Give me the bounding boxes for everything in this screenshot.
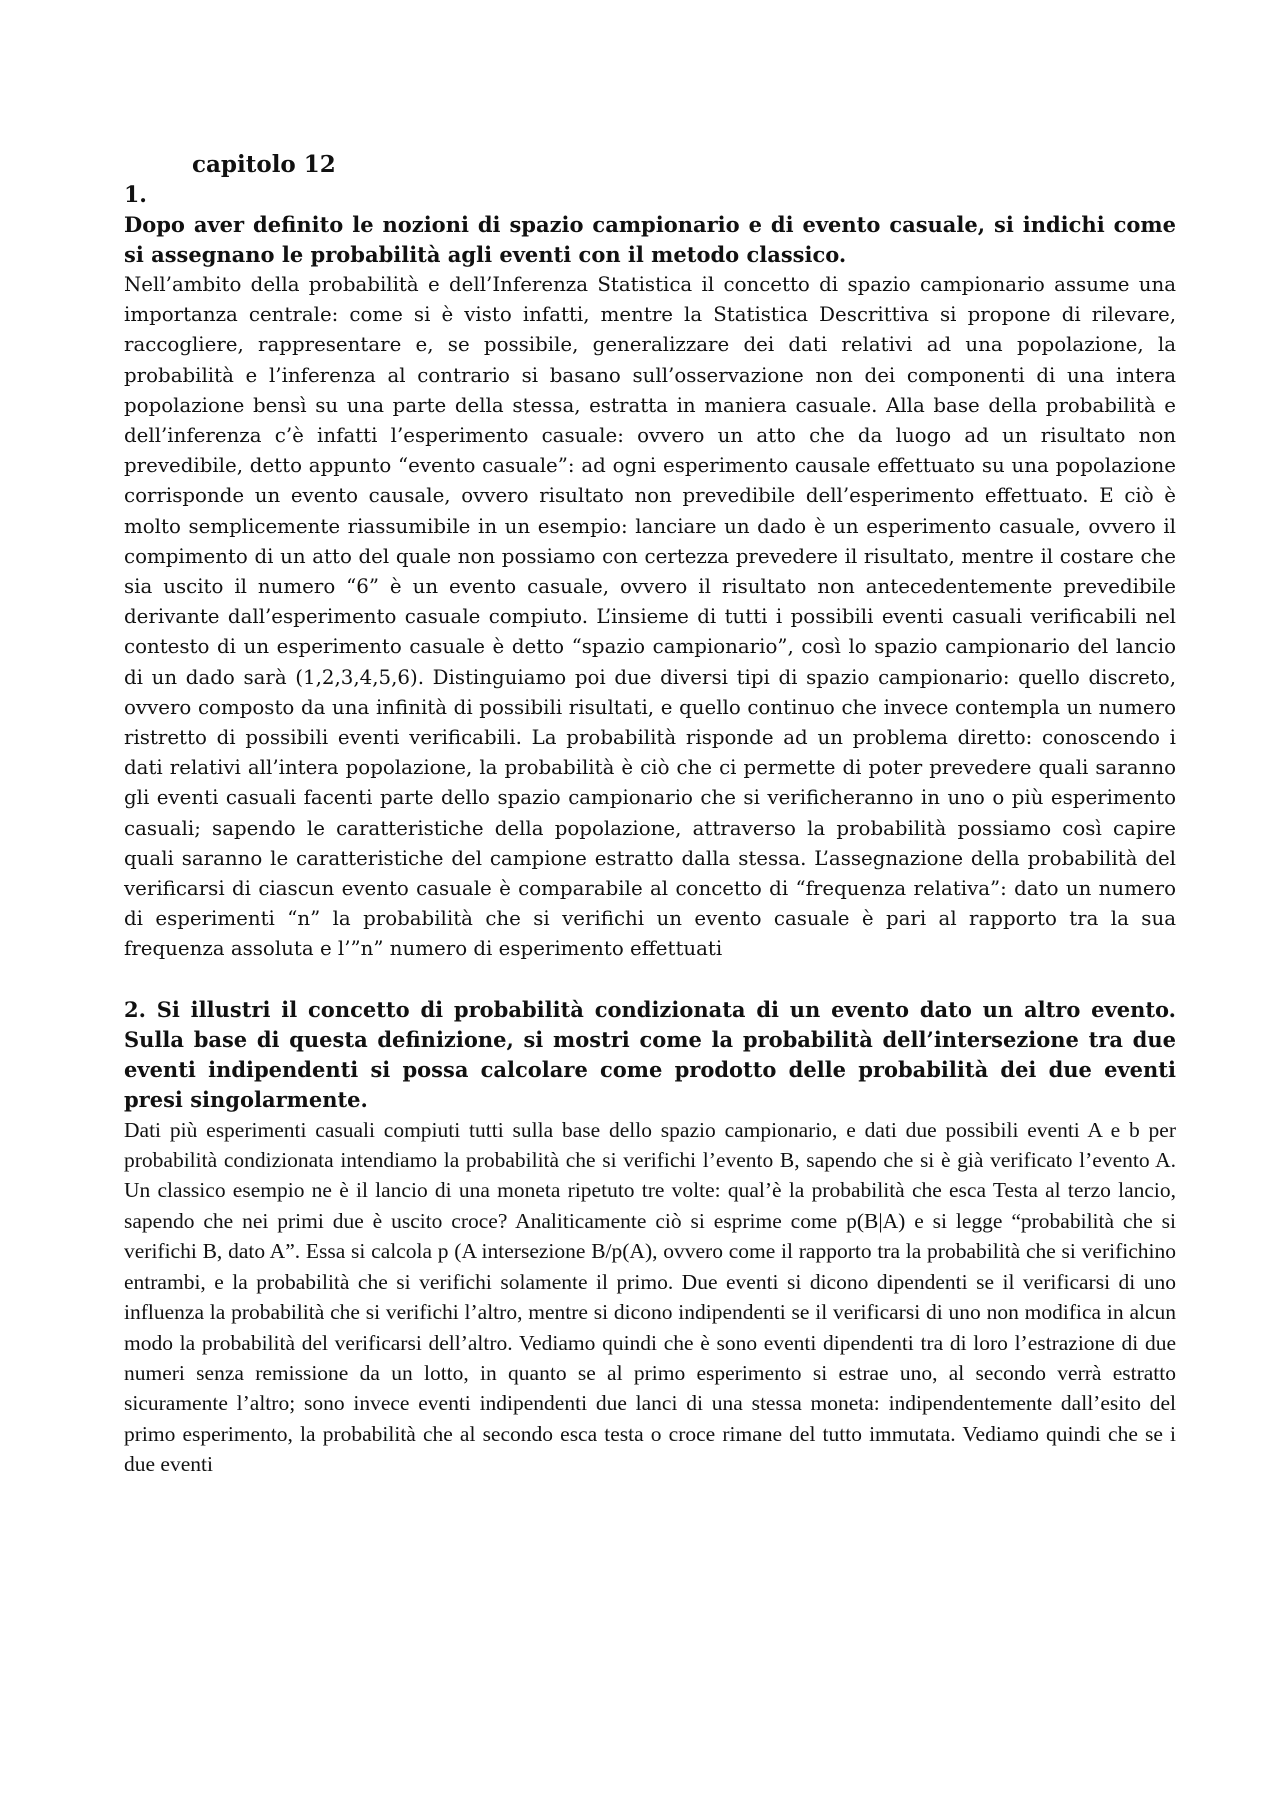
section-1 (124, 180, 1176, 965)
question-heading: 2. Si illustri il concetto di probabilità condizionata di un evento dato un altro evento. Sulla base di questa definizione, si mostri come la probabilità dell’intersezione tra due eventi indipendenti si possa calcolare come prodotto delle probabilità dei due eventi presi singolarmente. (124, 996, 1176, 1112)
answer-paragraph: Dati più esperimenti casuali compiuti tutti sulla base dello spazio campionario, e dati due possibili eventi A e b per probabilità condizionata intendiamo la probabilità che si verifichi l’evento B, sapendo che si è già verificato l’evento A. Un classico esempio ne è il lancio di una moneta ripetuto tre volte: qual’è la probabilità che esca Testa al terzo lancio, sapendo che nei primi due è uscito croce? Analiticamente ciò si esprime come p(B|A) e si legge “probabilità che si verifichi B, dato A”. Essa si calcola p (A intersezione B/p(A), ovvero come il rapporto tra la probabilità che si verifichino entrambi, e la probabilità che si verifichi solamente il primo. Due eventi si dicono dipendenti se il verificarsi di uno influenza la probabilità che si verifichi l’altro, mentre si dicono indipendenti se il verificarsi di uno non modifica in alcun modo la probabilità del verificarsi dell’altro. Vediamo quindi che è sono eventi dipendenti tra di loro l’estrazione di due numeri senza remissione da un lotto, in quanto se al primo esperimento si estrae uno, al secondo verrà estratto sicuramente l’altro; sono invece eventi indipendenti due lanci di una stessa moneta: indipendentemente dall’esito del primo esperimento, la probabilità che al secondo esca testa o croce rimane del tutto immutata. Vediamo quindi che se i due eventi (124, 1117, 1176, 1477)
section-spacer (124, 965, 1176, 995)
section-2 (124, 995, 1176, 1480)
chapter-title: capitolo 12 (192, 151, 336, 178)
question-heading: Dopo aver definito le nozioni di spazio campionario e di evento casuale, si indichi come si assegnano le probabilità agli eventi con il metodo classico. (124, 212, 1176, 267)
document-page (124, 150, 1176, 1480)
answer-paragraph: Nell’ambito della probabilità e dell’Inferenza Statistica il concetto di spazio campionario assume una importanza centrale: come si è visto infatti, mentre la Statistica Descrittiva si propone di rilevare, raccogliere, rappresentare e, se possibile, generalizzare dei dati relativi ad una popolazione, la probabilità e l’inferenza al contrario si basano sull’osservazione non dei componenti di una intera popolazione bensì su una parte della stessa, estratta in maniera casuale. Alla base della probabilità e dell’inferenza c’è infatti l’esperimento casuale: ovvero un atto che da luogo ad un risultato non prevedibile, detto appunto “evento casuale”: ad ogni esperimento causale effettuato su una popolazione corrisponde un evento causale, ovvero risultato non prevedibile dell’esperimento effettuato. E ciò è molto semplicemente riassumibile in un esempio: lanciare un dado è un esperimento casuale, ovvero il compimento di un atto del quale non possiamo con certezza prevedere il risultato, mentre il costare che sia uscito il numero “6” è un evento casuale, ovvero il risultato non antecedentemente prevedibile derivante dall’esperimento casuale compiuto. L’insieme di tutti i possibili eventi casuali verificabili nel contesto di un esperimento casuale è detto “spazio campionario”, così lo spazio campionario del lancio di un dado sarà (1,2,3,4,5,6). Distinguiamo poi due diversi tipi di spazio campionario: quello discreto, ovvero composto da una infinità di possibili risultati, e quello continuo che invece contempla un numero ristretto di possibili eventi verificabili. La probabilità risponde ad un problema diretto: conoscendo i dati relativi all’intera popolazione, la probabilità è ciò che ci permette di poter prevedere quali saranno gli eventi casuali facenti parte dello spazio campionario che si verificheranno in uno o più esperimento casuali; sapendo le caratteristiche della popolazione, attraverso la probabilità possiamo così capire quali saranno le caratteristiche del campione estratto dalla stessa. L’assegnazione della probabilità del verificarsi di ciascun evento casuale è comparabile al concetto di “frequenza relativa”: dato un numero di esperimenti “n” la probabilità che si verifichi un evento casuale è pari al rapporto tra la sua frequenza assoluta e l’”n” numero di esperimento effettuati (124, 273, 1176, 961)
question-number: 1. (124, 182, 147, 208)
